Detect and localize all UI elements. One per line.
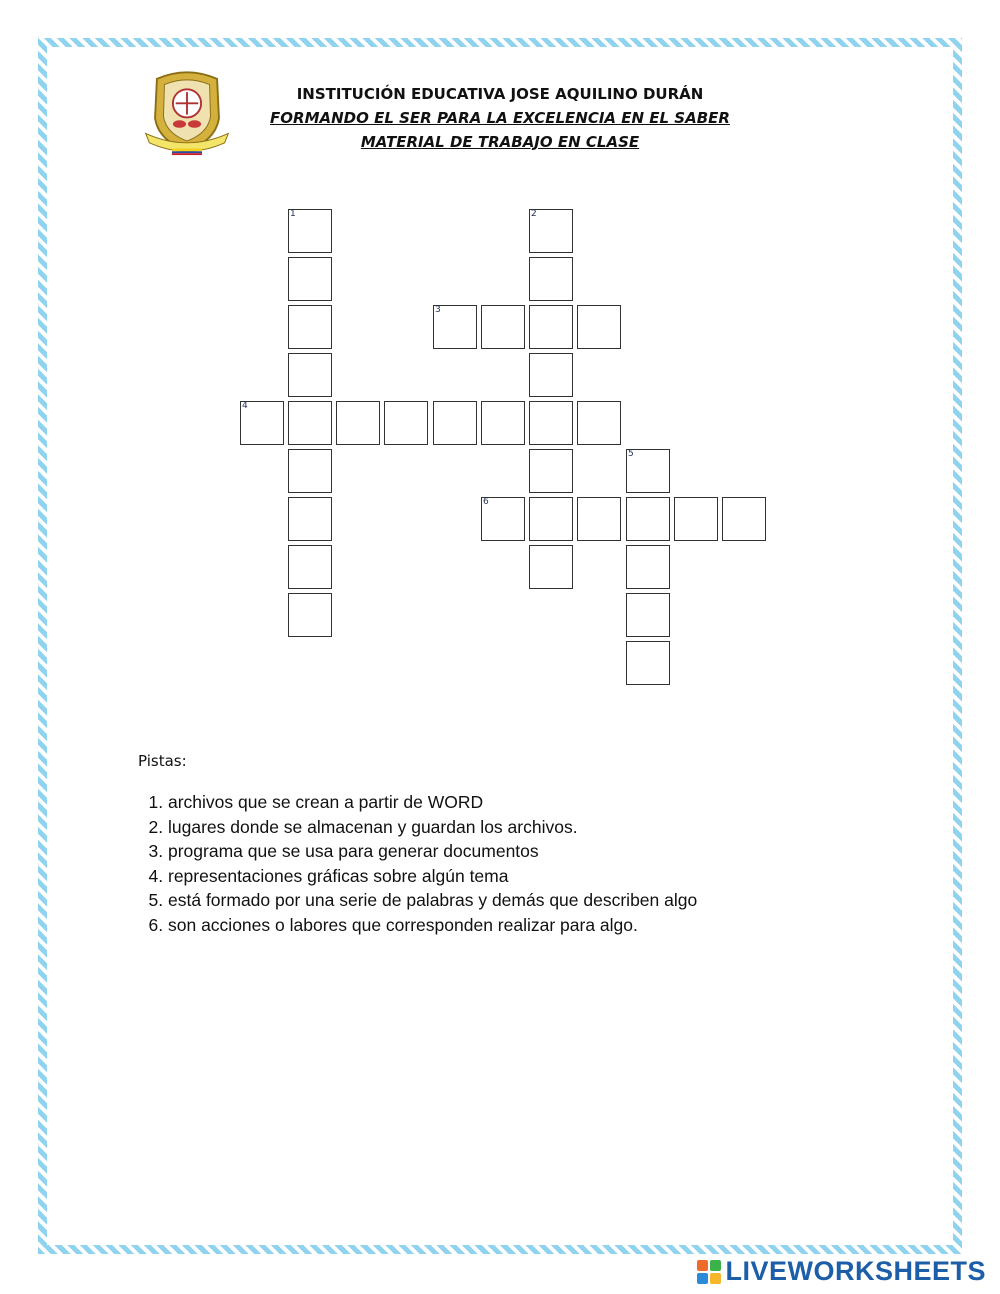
crossword-cell[interactable] [288,353,332,397]
crossword-cell[interactable] [626,545,670,589]
cell-input[interactable] [289,258,335,302]
crossword-cell[interactable] [577,401,621,445]
clue-item: 6. son acciones o labores que corresponden realizar para algo. [168,913,858,938]
crossword-cell-6-1[interactable] [481,497,525,541]
cell-input[interactable] [627,546,673,590]
liveworksheets-logo-icon [697,1260,721,1284]
clue-item: 5. está formado por una serie de palabras y demás que describen algo [168,888,858,913]
cell-input[interactable] [289,498,335,542]
cell-input[interactable] [289,450,335,494]
cell-input[interactable] [337,402,383,446]
crossword-cell[interactable] [626,641,670,685]
crossword-cell[interactable] [577,497,621,541]
crossword-cell[interactable] [529,449,573,493]
cell-input[interactable] [482,402,528,446]
crossword-cell-5-1[interactable] [626,449,670,493]
crossword-cell[interactable] [529,497,573,541]
clue-item: 1. archivos que se crean a partir de WORD [168,790,858,815]
clue-item: 2. lugares donde se almacenan y guardan los archivos. [168,815,858,840]
crossword-cell-1-1[interactable] [288,209,332,253]
liveworksheets-wordmark: LIVEWORKSHEETS [725,1256,986,1286]
crossword-cell[interactable] [577,305,621,349]
cell-input[interactable] [289,306,335,350]
clues-title: Pistas: [138,752,187,770]
clue-item: 3. programa que se usa para generar documentos [168,839,858,864]
cell-input[interactable] [627,450,673,494]
cell-input[interactable] [578,498,624,542]
crossword-cell[interactable] [626,593,670,637]
cell-input[interactable] [482,306,528,350]
cell-input[interactable] [723,498,769,542]
cell-input[interactable] [530,546,576,590]
cell-input[interactable] [530,450,576,494]
cell-input[interactable] [289,402,335,446]
cell-input[interactable] [675,498,721,542]
crossword-cell[interactable] [529,545,573,589]
institution-motto: FORMANDO EL SER PARA LA EXCELENCIA EN EL SABER [270,109,730,127]
crossword-cell[interactable] [288,449,332,493]
crossword-cell[interactable] [529,353,573,397]
crossword-cell[interactable] [288,401,332,445]
cell-input[interactable] [530,402,576,446]
crossword-cell[interactable] [288,545,332,589]
crossword-cell[interactable] [288,257,332,301]
crossword-cell[interactable] [288,305,332,349]
clue-item: 4. representaciones gráficas sobre algún tema [168,864,858,889]
clue-number-6: 6 [483,497,489,507]
crossword-cell[interactable] [529,257,573,301]
clue-number-2: 2 [531,209,537,219]
crossword-cell[interactable] [336,401,380,445]
cell-input[interactable] [289,354,335,398]
cell-input[interactable] [578,402,624,446]
crossword-cell[interactable] [433,401,477,445]
cell-input[interactable] [530,210,576,254]
cell-input[interactable] [530,306,576,350]
crossword-cell-2-1[interactable] [529,209,573,253]
cell-input[interactable] [530,258,576,302]
cell-input[interactable] [289,210,335,254]
crossword-cell[interactable] [481,401,525,445]
crossword-cell[interactable] [626,497,670,541]
crossword-cell[interactable] [481,305,525,349]
cell-input[interactable] [627,594,673,638]
crossword-cell[interactable] [674,497,718,541]
cell-input[interactable] [578,306,624,350]
crossword-cell[interactable] [529,305,573,349]
cell-input[interactable] [434,306,480,350]
cell-input[interactable] [627,498,673,542]
clue-number-1: 1 [290,209,296,219]
cell-input[interactable] [289,594,335,638]
crossword-cell[interactable] [288,497,332,541]
clues-list [138,790,858,937]
crossword-cell[interactable] [384,401,428,445]
crossword-cell-3-1[interactable] [433,305,477,349]
clue-number-3: 3 [435,305,441,315]
institution-name: INSTITUCIÓN EDUCATIVA JOSE AQUILINO DURÁN [296,85,704,103]
cell-input[interactable] [530,498,576,542]
liveworksheets-brand[interactable] [697,1256,986,1287]
clues-section [138,752,858,937]
cell-input[interactable] [289,546,335,590]
clue-number-5: 5 [628,449,634,459]
material-title: MATERIAL DE TRABAJO EN CLASE [360,133,640,151]
cell-input[interactable] [627,642,673,686]
clue-number-4: 4 [242,401,248,411]
crossword-cell[interactable] [288,593,332,637]
crossword-cell-4-1[interactable] [240,401,284,445]
cell-input[interactable] [434,402,480,446]
cell-input[interactable] [530,354,576,398]
crossword-cell[interactable] [722,497,766,541]
cell-input[interactable] [385,402,431,446]
crossword-cell[interactable] [529,401,573,445]
